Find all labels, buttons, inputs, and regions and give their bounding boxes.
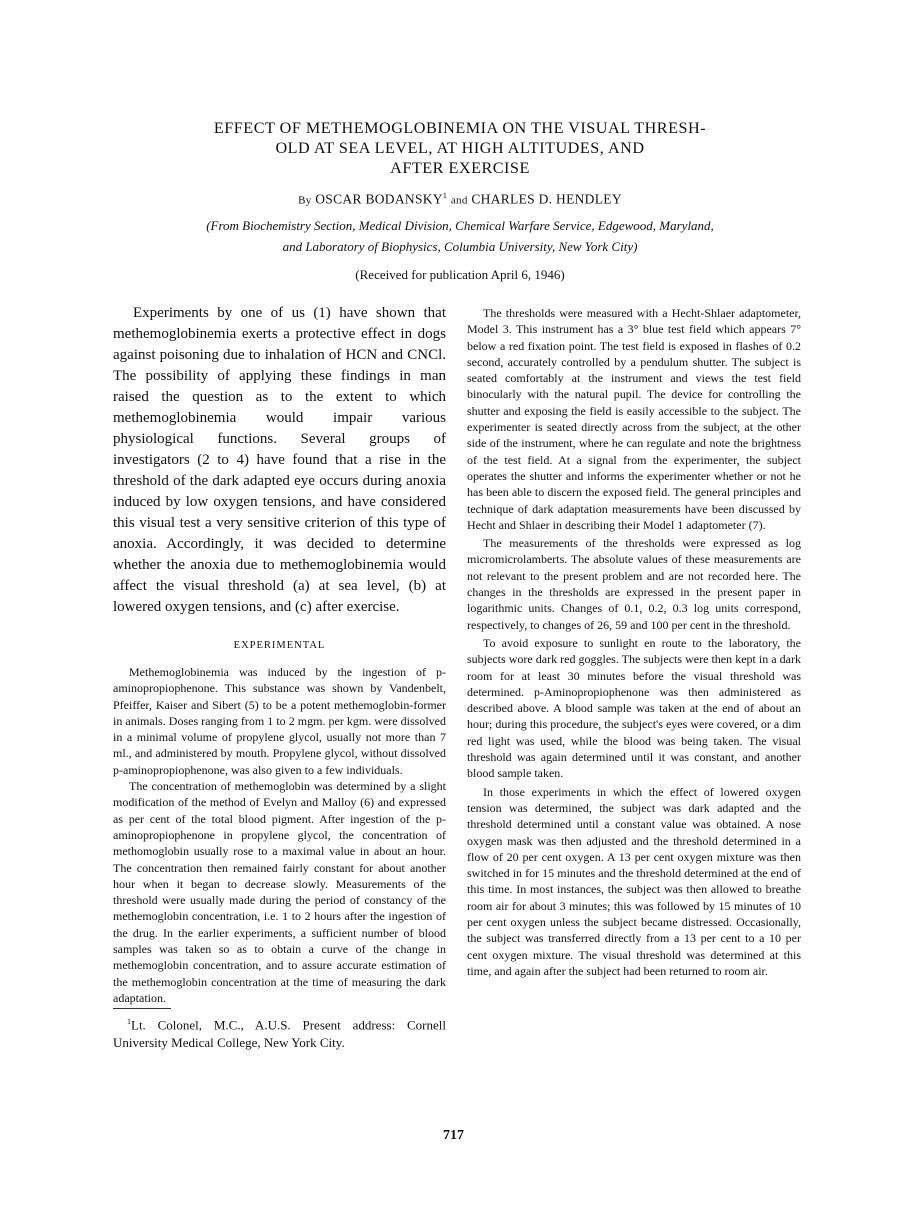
page-number: 717 (443, 1128, 464, 1143)
paragraph: Methemoglobinemia was induced by the ingestion of p-aminopropiophenone. This substance was shown by Vandenbelt, Pfeiffer, Kaiser and Sibert (5) to be a potent methemoglobin-former in animals. Doses ranging from 1 to 2 mgm. per kgm. were dissolved in a minimal volume of propylene glycol, usually not more than 7 ml., and administered by mouth. Propylene glycol, without dissolved p-aminopropiophenone, was also given to a few individuals. (113, 665, 446, 777)
footnote-marker: 1 (442, 191, 448, 200)
experimental-body (113, 664, 446, 1006)
author-name: OSCAR BODANSKY (315, 191, 443, 207)
author-line (150, 191, 770, 208)
paragraph: To avoid exposure to sunlight en route to the laboratory, the subjects wore dark red goggles. The subjects were then kept in a dark room for at least 30 minutes before the visual threshold was determined. p-Aminopropiophenone was then administered as described above. A blood sample was taken at the end of about an hour; during this procedure, the subject's eyes were covered, or a dim red light was used, while the blood was being taken. The visual threshold was again determined until it was constant, and another blood sample taken. (467, 635, 801, 781)
article-title (150, 118, 770, 178)
right-column (467, 305, 801, 979)
and-label: and (450, 194, 468, 207)
affiliation-line: and Laboratory of Biophysics, Columbia University, New York City) (282, 239, 638, 254)
affiliation (120, 215, 800, 257)
footnote-rule (113, 1008, 171, 1009)
footnote-marker: 1 (127, 1017, 131, 1027)
title-line: OLD AT SEA LEVEL, AT HIGH ALTITUDES, AND (275, 139, 645, 157)
footnote (113, 1013, 446, 1050)
paragraph: In those experiments in which the effect of lowered oxygen tension was determined, the subject was dark adapted and the threshold determined until a constant value was obtained. A nose oxygen mask was then adjusted and the threshold determined in a flow of 20 per cent oxygen. A 13 per cent oxygen mixture was then switched in for 15 minutes and the threshold determined at the end of this time. In most instances, the subject was then allowed to breathe room air for about 3 minutes; this was followed by 15 minutes of 10 per cent oxygen unless the subject became distressed. Occasionally, the subject was transferred directly from a 13 per cent to a 10 per cent oxygen mixture. The visual threshold was determined at this time, and again after the subject had been returned to room air. (467, 784, 801, 978)
introduction (113, 303, 446, 618)
affiliation-line: (From Biochemistry Section, Medical Division, Chemical Warfare Service, Edgewood, Maryland, (206, 218, 714, 233)
left-column (113, 303, 446, 1051)
paragraph: The thresholds were measured with a Hecht-Shlaer adaptometer, Model 3. This instrument has a 3° blue test field which appears 7° below a red fixation point. The test field is exposed in flashes of 0.2 second, accurately controlled by a pendulum shutter. The subject is seated comfortably at the instrument and views the test field binocularly with the natural pupil. The device for controlling the shutter and exposing the field is easily accessible to the subject. The experimenter is seated directly across from the subject, at the other side of the instrument, where he can regulate and note the brightness of the test field. At a signal from the experimenter, the subject operates the shutter and informs the experimenter whether or not he has been able to discern the exposed field. The general principles and technique of dark adaptation measurements have been discussed by Hecht and Shlaer in describing their Model 1 adaptometer (7). (467, 306, 801, 532)
paragraph: The concentration of methemoglobin was determined by a slight modification of the method of Evelyn and Malloy (6) and expressed as per cent of the total blood pigment. After ingestion of the p-aminopropiophenone in propylene glycol, the concentration of methomoglobin usually rose to a maximal value in about an hour. The concentration then remained fairly constant for about another hour when it began to decrease slowly. Measurements of the threshold were usually made during the period of constancy of the methemoglobin concentration, i.e. 1 to 2 hours after the ingestion of the drug. In the earlier experiments, a sufficient number of blood samples was taken so as to obtain a curve of the change in methemoglobin concentration, and to assure accurate estimation of the methemoglobin concentration at the time of measuring the dark adaptation. (113, 779, 446, 1005)
intro-paragraph: Experiments by one of us (1) have shown that methemoglobinemia exerts a protective effect in dogs against poisoning due to inhalation of HCN and CNCl. The possibility of applying these findings in man raised the question as to the extent to which methemoglobinemia would impair various physiological functions. Several groups of investigators (2 to 4) have found that a rise in the threshold of the dark adapted eye occurs during anoxia induced by low oxygen tensions, and have considered this visual test a very sensitive criterion of this type of anoxia. Accordingly, it was decided to determine whether the anoxia due to methemoglobinemia would affect the visual threshold (a) at sea level, (b) at lowered oxygen tensions, and (c) after exercise. (113, 305, 446, 615)
by-label: By (298, 194, 312, 207)
footnote-text: Lt. Colonel, M.C., A.U.S. Present address: Cornell University Medical College, New York City. (113, 1017, 446, 1050)
author-name: CHARLES D. HENDLEY (471, 191, 622, 207)
title-line: EFFECT OF METHEMOGLOBINEMIA ON THE VISUAL THRESH- (213, 119, 707, 137)
received-date: (Received for publication April 6, 1946) (355, 267, 565, 282)
paragraph: The measurements of the thresholds were expressed as log micromicrolamberts. The absolute values of these measurements are not relevant to the present problem and are not recorded here. The changes in the thresholds are expressed in the present paper in logarithmic units. Changes of 0.1, 0.2, 0.3 log units correspond, respectively, to changes of 26, 59 and 100 per cent in the threshold. (467, 536, 801, 632)
title-line: AFTER EXERCISE (390, 159, 530, 177)
section-heading: EXPERIMENTAL (233, 640, 326, 651)
